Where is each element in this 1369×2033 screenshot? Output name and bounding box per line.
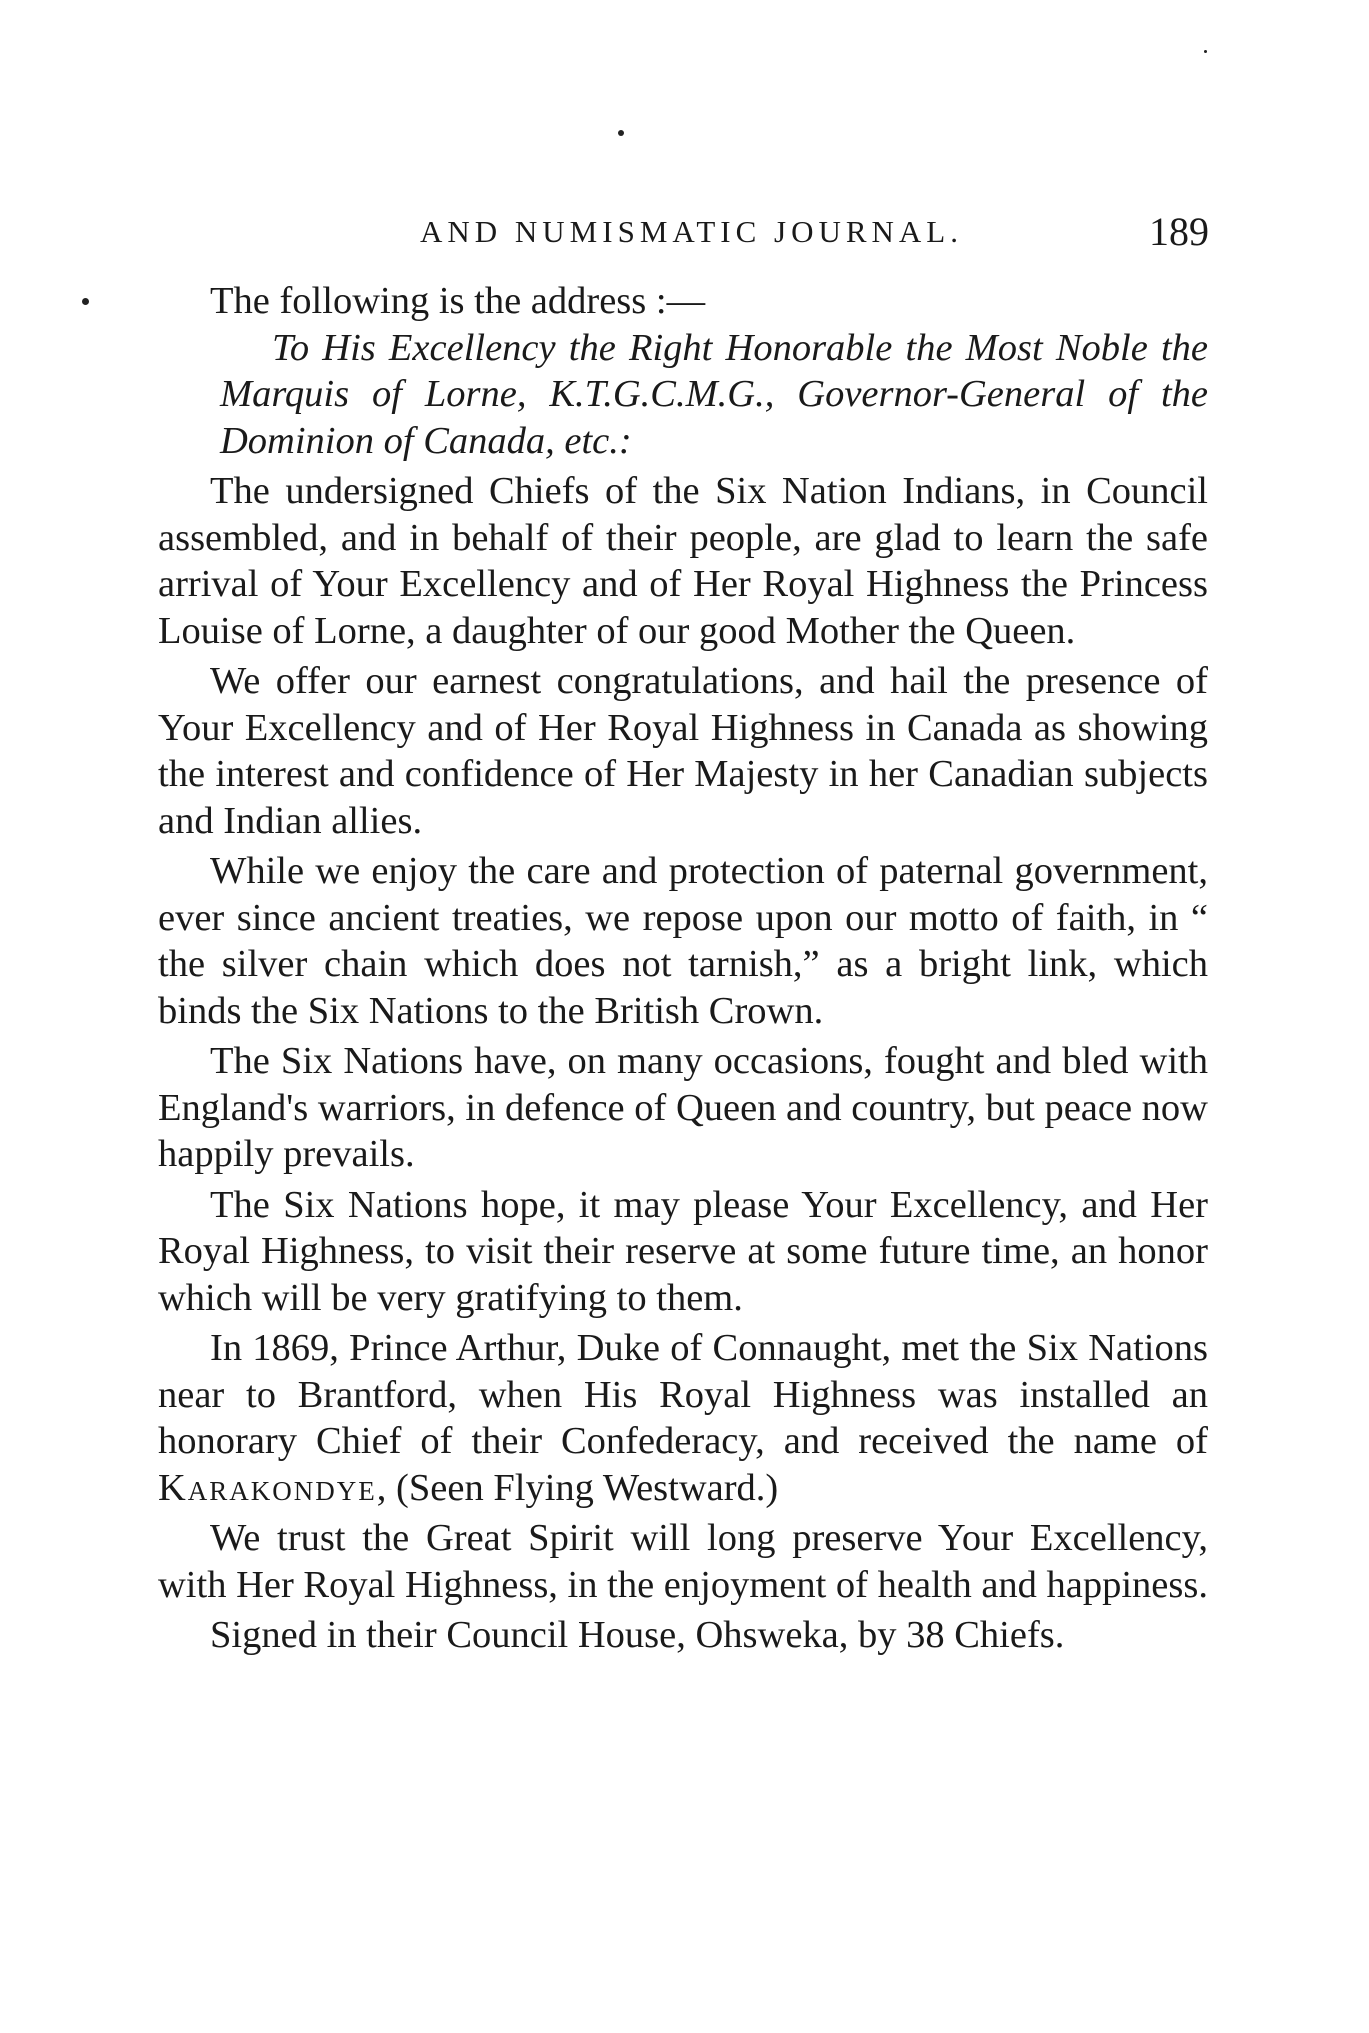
paragraph-closing: We trust the Great Spirit will long preserve Your Excellency, with Her Royal Highness, in the enjoyment of health and happiness.: [158, 1517, 1208, 1606]
ink-speck: [1204, 50, 1207, 53]
running-head: AND NUMISMATIC JOURNAL.: [420, 214, 963, 249]
indian-name-translation: , (Seen Flying Westward.): [376, 1466, 779, 1509]
intro-line: The following is the address :—: [210, 280, 706, 322]
article-body: [158, 278, 1208, 1659]
signature-line: Signed in their Council House, Ohsweka, by 38 Chiefs.: [210, 1614, 1065, 1656]
addressee-block: [158, 325, 1208, 465]
page-number: 189: [1149, 209, 1209, 254]
paragraph-congratulations: We offer our earnest congratulations, and hail the presence of Your Excellency and of Her Royal Highness in Canada as showing the interest and confidence of Her Majesty in her Canadian subjects and Indian allies.: [158, 660, 1208, 842]
indian-name: Karakondye: [158, 1466, 377, 1509]
paragraph-warriors: The Six Nations have, on many occasions, fought and bled with England's warriors, in defence of Queen and country, but peace now happily prevails.: [158, 1040, 1208, 1175]
prince-arthur-text: In 1869, Prince Arthur, Duke of Connaught, met the Six Nations near to Brantford, when His Royal Highness was installed an honorary Chief of their Confederacy, and received the name of: [158, 1327, 1208, 1462]
paragraph-silver-chain: While we enjoy the care and protection of paternal government, ever since ancient treaties, we repose upon our motto of faith, in “ the silver chain which does not tarnish,” as a bright link, which binds the Six Nations to the British Crown.: [158, 850, 1208, 1032]
ink-speck: [82, 298, 89, 305]
page-header: [0, 200, 1369, 260]
paragraph-visit: The Six Nations hope, it may please Your Excellency, and Her Royal Highness, to visit their reserve at some future time, an honor which will be very gratifying to them.: [158, 1183, 1208, 1319]
paragraph-prince-arthur: [158, 1325, 1208, 1511]
paragraph-arrival: The undersigned Chiefs of the Six Nation Indians, in Council assembled, and in behalf of their people, are glad to learn the safe arrival of Your Excellency and of Her Royal Highness the Princess Louise of Lorne, a daughter of our good Mother the Queen.: [158, 470, 1208, 652]
ink-speck: [618, 130, 624, 136]
addressee: To His Excellency the Right Honorable the Most Noble the Marquis of Lorne, K.T.G.C.M.G., Governor-General of the Dominion of Canada, etc.:: [220, 326, 1208, 462]
